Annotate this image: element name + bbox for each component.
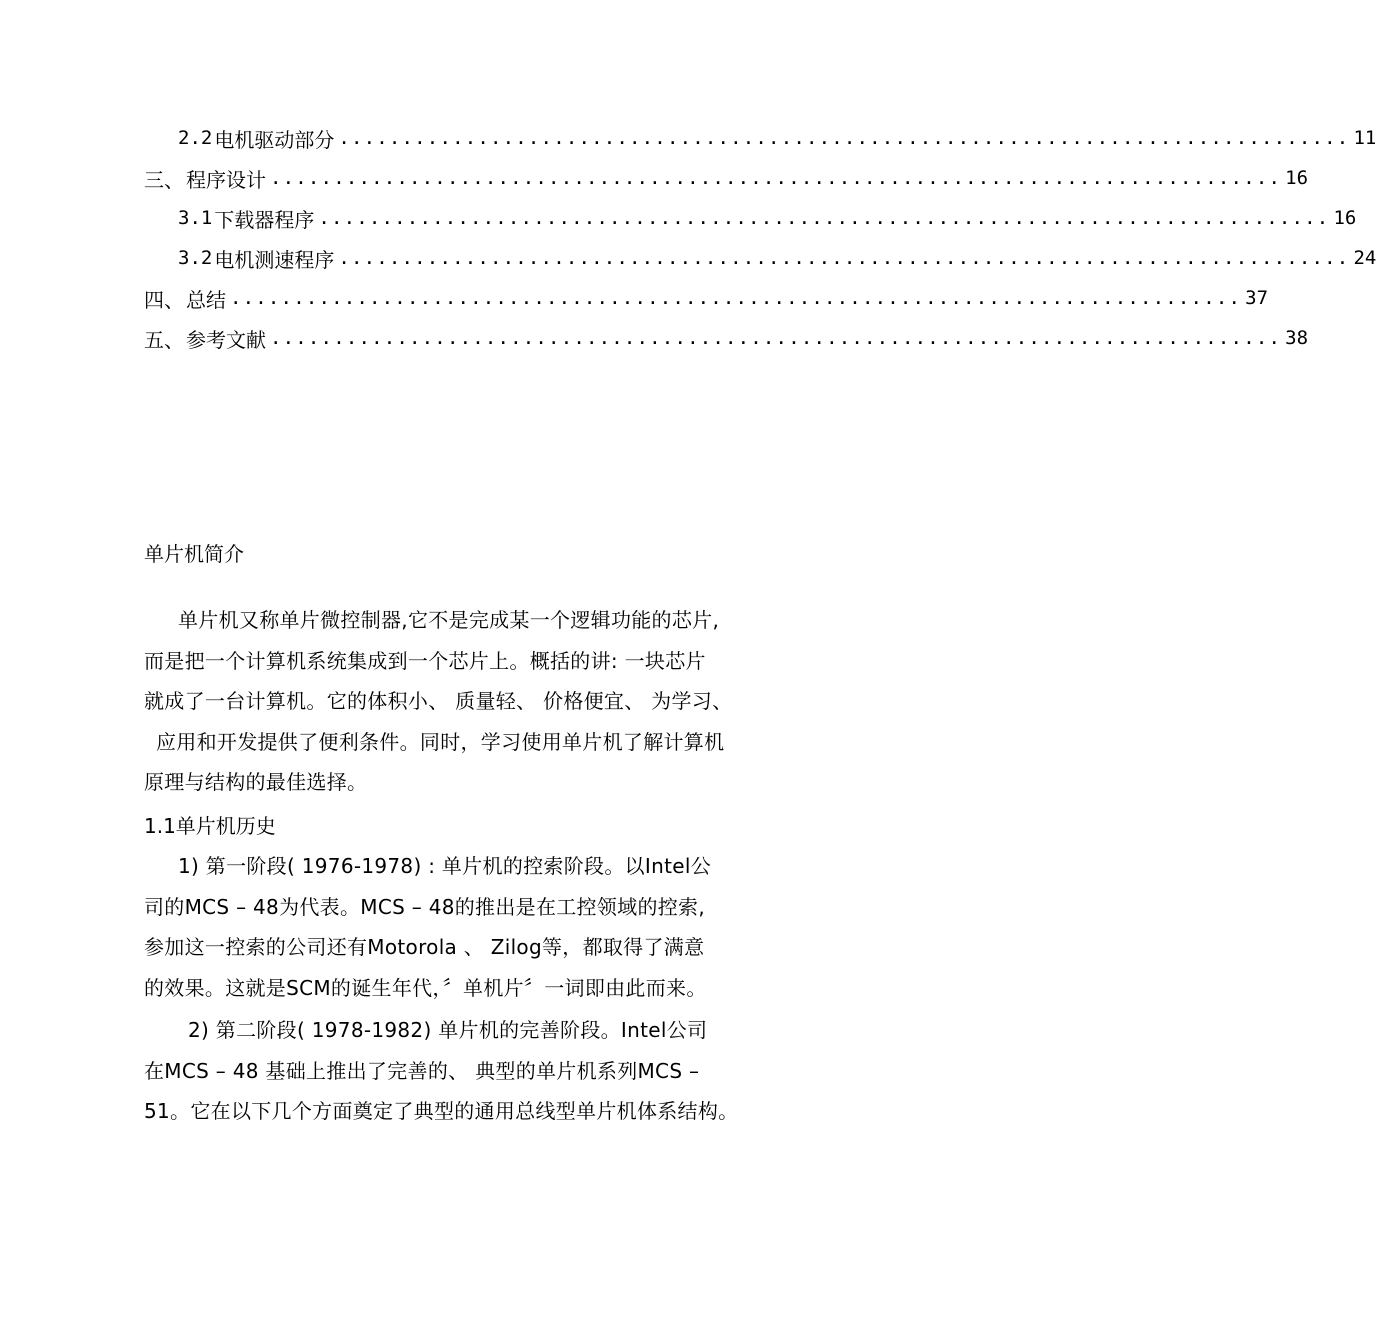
toc-leader-dots: ................................................................................: [270, 167, 1282, 189]
toc-entry[interactable]: [144, 318, 1309, 358]
toc-entry[interactable]: [144, 238, 1376, 278]
paragraph-line: 参加这一控索的公司还有Motorola 、 Zilog等，都取得了满意: [144, 935, 705, 959]
toc-leader-dots: ................................................................................: [270, 327, 1282, 349]
paragraph-line: 的效果。这就是SCM的诞生年代，〞单机片〞一词即由此而来。: [144, 975, 707, 1000]
paragraph-line: 51。它在以下几个方面奠定了典型的通用总线型单片机体系结构。: [144, 1099, 739, 1123]
paragraph-line: 原理与结构的最佳选择。: [144, 770, 368, 794]
toc-entry-page: 37: [1245, 287, 1269, 309]
toc-entry-number: 五、: [144, 327, 184, 352]
toc-entry-title: 下载器程序: [214, 207, 315, 232]
toc-entry-page: 24: [1353, 247, 1376, 269]
toc-entry-title: 参考文献: [186, 327, 266, 352]
toc-entry-page: 38: [1285, 327, 1309, 349]
toc-leader-dots: ................................................................................: [318, 207, 1330, 229]
toc-entry-page: 11: [1353, 127, 1376, 149]
paragraph-line: 1) 第一阶段( 1976-1978) : 单片机的控索阶段。以Intel公: [178, 854, 711, 878]
toc-entry-number: 三、: [144, 167, 184, 192]
toc-leader-dots: ................................................................................: [338, 247, 1350, 269]
paragraph-line: 就成了一台计算机。它的体积小、 质量轻、 价格便宜、 为学习、: [144, 689, 733, 713]
paragraph-line: 而是把一个计算机系统集成到一个芯片上。概括的讲: 一块芯片: [144, 648, 706, 673]
toc-entry-page: 16: [1333, 207, 1357, 229]
paragraph-line: 司的MCS – 48为代表。MCS – 48的推出是在工控领域的控索,: [144, 894, 706, 919]
toc-entry-title: 程序设计: [186, 167, 266, 192]
stage2-paragraph: [144, 1010, 816, 1132]
toc-leader-dots: ................................................................................: [338, 127, 1350, 149]
paragraph-line: 应用和开发提供了便利条件。同时，学习使用单片机了解计算机: [156, 729, 725, 754]
paragraph-line: 单片机又称单片微控制器,它不是完成某一个逻辑功能的芯片,: [178, 608, 720, 632]
section-heading: 单片机简介: [144, 542, 244, 566]
toc-entry-title: 电机测速程序: [214, 247, 335, 272]
history-heading: 1.1单片机历史: [144, 814, 276, 838]
table-of-contents: [144, 118, 1376, 358]
paragraph-line: 在MCS – 48 基础上推出了完善的、 典型的单片机系列MCS –: [144, 1058, 700, 1083]
toc-entry[interactable]: [144, 158, 1309, 198]
toc-entry-number: 3.2: [178, 247, 213, 269]
toc-entry[interactable]: [144, 198, 1357, 238]
toc-entry-title: 总结: [186, 287, 226, 312]
toc-entry-number: 2.2: [178, 127, 213, 149]
toc-entry-title: 电机驱动部分: [214, 127, 335, 152]
stage1-paragraph: [144, 846, 816, 1008]
toc-entry-number: 3.1: [178, 207, 213, 229]
toc-entry-page: 16: [1285, 167, 1309, 189]
toc-leader-dots: ................................................................................: [230, 287, 1242, 309]
toc-entry-number: 四、: [144, 287, 184, 312]
toc-entry[interactable]: [144, 278, 1269, 318]
toc-entry[interactable]: [144, 118, 1376, 158]
paragraph-line: 2) 第二阶段( 1978-1982) 单片机的完善阶段。Intel公司: [188, 1018, 708, 1042]
intro-paragraph: [144, 600, 816, 803]
